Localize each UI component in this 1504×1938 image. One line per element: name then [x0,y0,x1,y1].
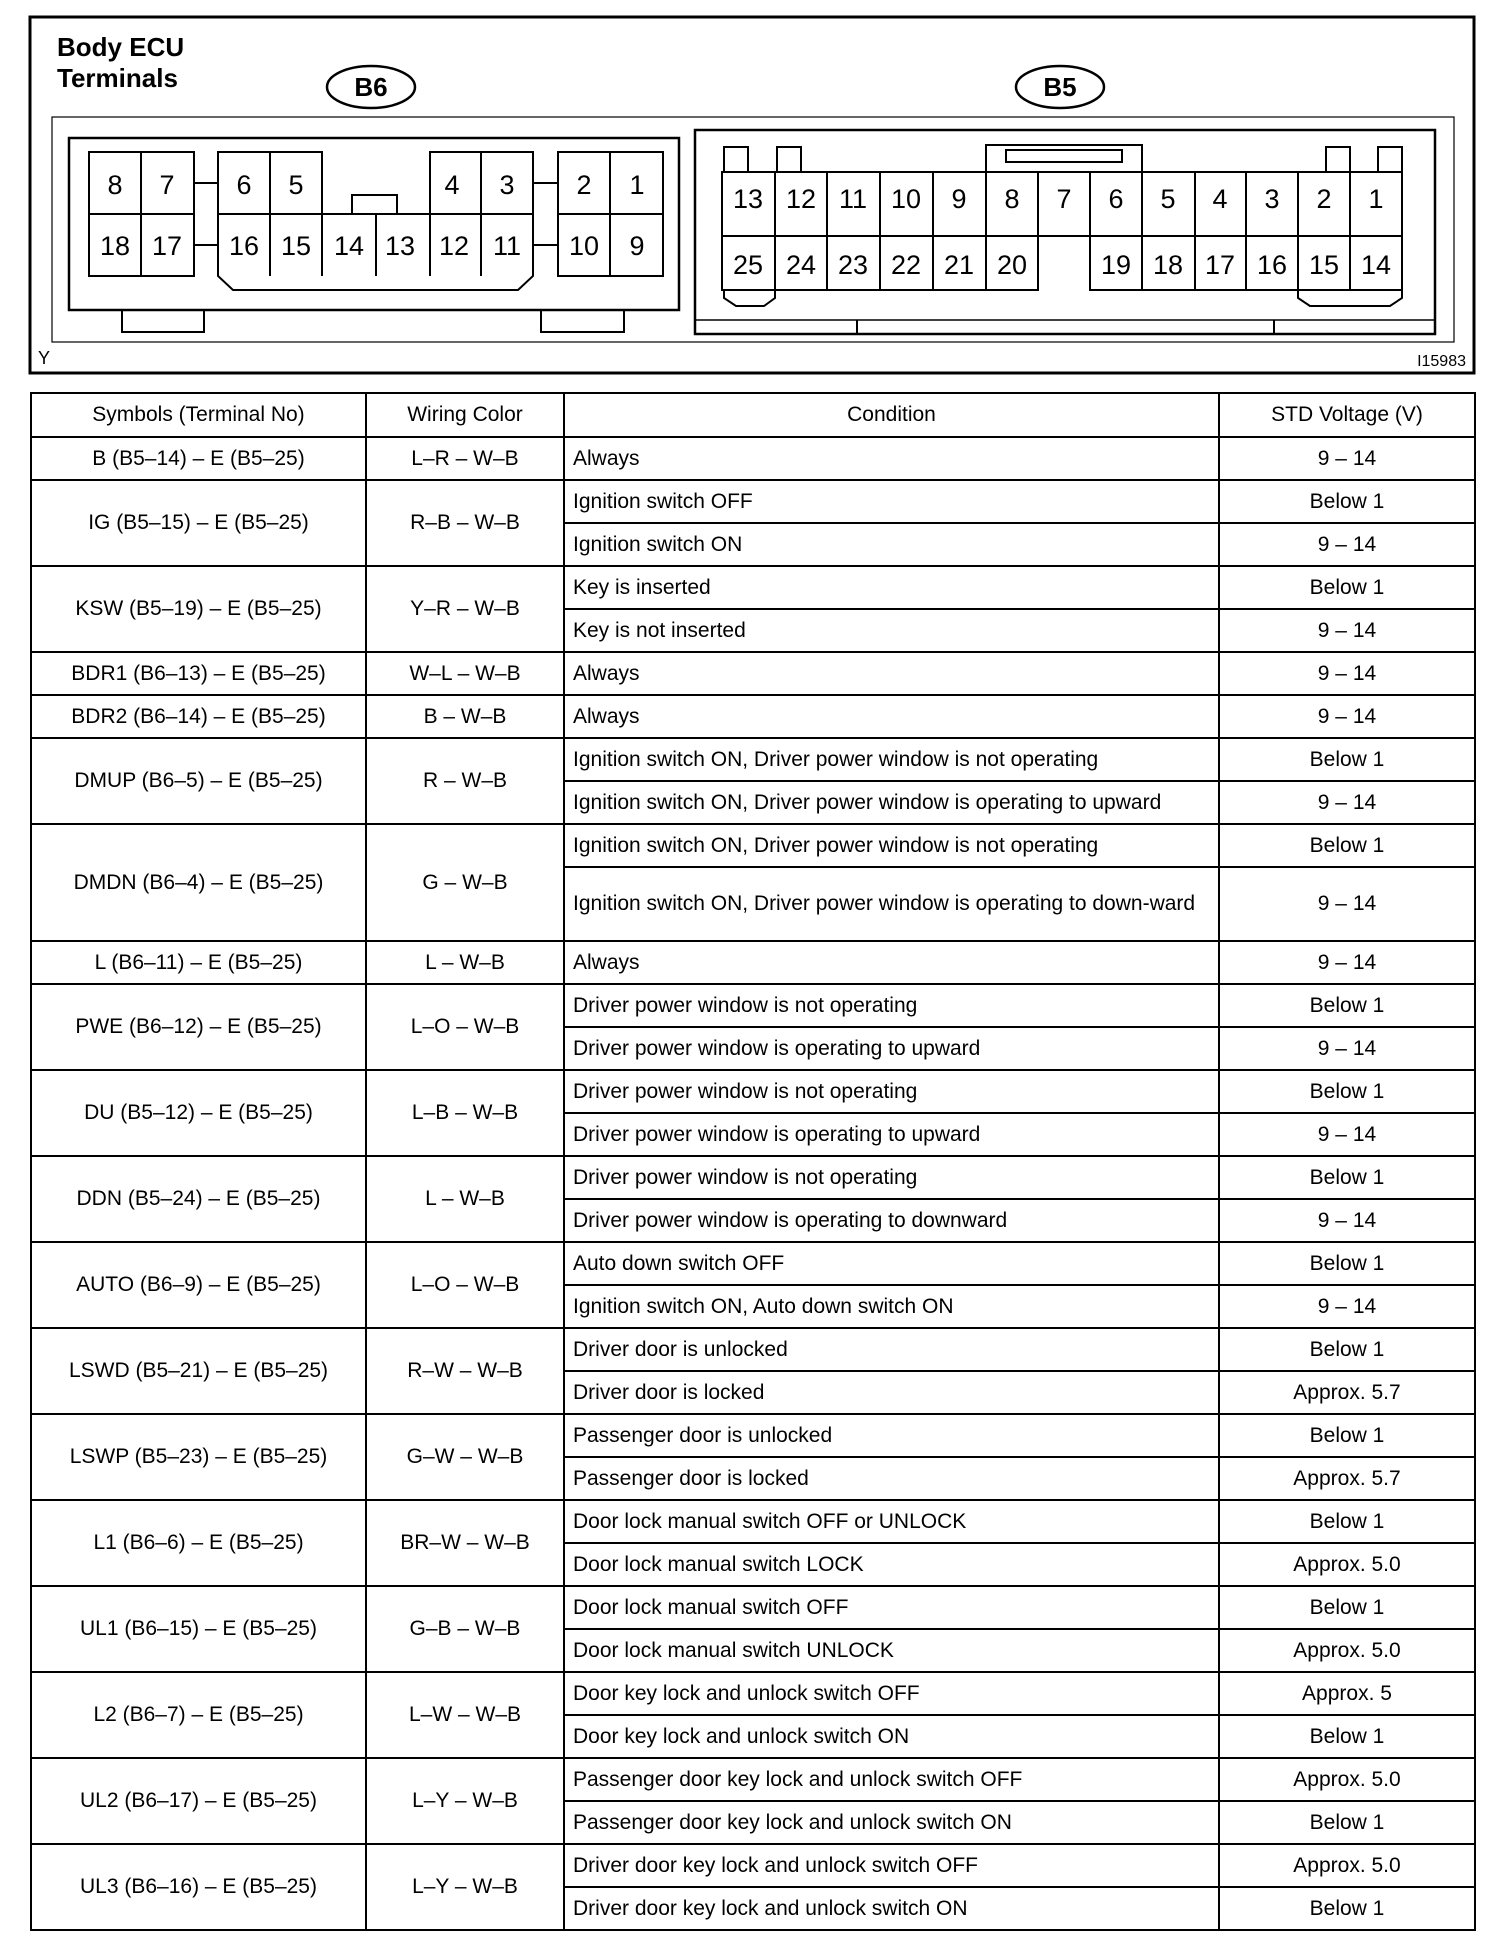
b6-pin-top: 3 [499,170,515,200]
condition-cell: Door key lock and unlock switch OFF [564,1672,1219,1715]
b5-connector [695,130,1435,334]
symbol-cell: UL2 (B6–17) – E (B5–25) [31,1758,366,1844]
wiring-color-cell: R–B – W–B [366,480,564,566]
b5-pin-bottom: 15 [1308,250,1340,280]
title-line2: Terminals [57,63,178,93]
wiring-color-cell: L–O – W–B [366,1242,564,1328]
condition-cell: Always [564,437,1219,480]
symbol-cell: UL1 (B6–15) – E (B5–25) [31,1586,366,1672]
b5-pin-top: 12 [785,184,817,214]
b5-pin-bottom: 14 [1360,250,1392,280]
inner-frame [52,117,1454,342]
wiring-color-cell: L – W–B [366,1156,564,1242]
std-voltage-cell: Approx. 5 [1219,1672,1475,1715]
b5-pin-top: 1 [1368,184,1384,214]
std-voltage-cell: 9 – 14 [1219,1199,1475,1242]
wiring-color-cell: R–W – W–B [366,1328,564,1414]
b6-pin-top: 6 [236,170,252,200]
condition-cell: Passenger door is locked [564,1457,1219,1500]
std-voltage-cell: 9 – 14 [1219,941,1475,984]
wiring-color-cell: G–B – W–B [366,1586,564,1672]
wiring-color-cell: W–L – W–B [366,652,564,695]
table-row [31,480,1475,523]
condition-cell: Always [564,941,1219,984]
std-voltage-cell: Below 1 [1219,824,1475,867]
wiring-color-cell: L–O – W–B [366,984,564,1070]
b5-pin-bottom: 22 [890,250,922,280]
wiring-color-cell: Y–R – W–B [366,566,564,652]
header-std-voltage: STD Voltage (V) [1219,393,1475,437]
std-voltage-cell: Approx. 5.0 [1219,1844,1475,1887]
b6-pin-bottom: 11 [492,231,522,261]
condition-cell: Always [564,695,1219,738]
b5-pin-top: 8 [1004,184,1020,214]
b5-pin-bottom: 16 [1256,250,1288,280]
b5-pin-bottom: 25 [732,250,764,280]
std-voltage-cell: Below 1 [1219,1586,1475,1629]
b5-pin-top: 9 [951,184,967,214]
table-row [31,652,1475,695]
table-row [31,738,1475,781]
std-voltage-cell: 9 – 14 [1219,652,1475,695]
condition-cell: Driver power window is operating to upward [564,1113,1219,1156]
condition-cell: Ignition switch ON [564,523,1219,566]
b5-pin-bottom: 19 [1100,250,1132,280]
condition-cell: Driver power window is operating to downward [564,1199,1219,1242]
wiring-color-cell: L–B – W–B [366,1070,564,1156]
b5-pin-top: 3 [1264,184,1280,214]
std-voltage-cell: 9 – 14 [1219,1027,1475,1070]
condition-cell: Key is inserted [564,566,1219,609]
wiring-color-cell: L–Y – W–B [366,1758,564,1844]
wiring-color-cell: B – W–B [366,695,564,738]
table-row [31,1156,1475,1199]
b5-label: B5 [1043,72,1077,102]
condition-cell: Driver power window is not operating [564,1070,1219,1113]
wiring-color-cell: R – W–B [366,738,564,824]
b5-pin-top: 6 [1108,184,1124,214]
condition-cell: Auto down switch OFF [564,1242,1219,1285]
condition-cell: Driver power window is not operating [564,1156,1219,1199]
title-line1: Body ECU [57,32,185,62]
b6-pin-top: 8 [107,170,123,200]
symbol-cell: PWE (B6–12) – E (B5–25) [31,984,366,1070]
wiring-color-cell: G–W – W–B [366,1414,564,1500]
table-row [31,1586,1475,1629]
symbol-cell: B (B5–14) – E (B5–25) [31,437,366,480]
b5-pin-bottom: 20 [996,250,1028,280]
std-voltage-cell: 9 – 14 [1219,1113,1475,1156]
std-voltage-cell: Below 1 [1219,1328,1475,1371]
std-voltage-cell: 9 – 14 [1219,523,1475,566]
b5-pin-top: 5 [1160,184,1176,214]
b5-pin-bottom: 24 [785,250,817,280]
std-voltage-cell: Approx. 5.7 [1219,1457,1475,1500]
std-voltage-cell: Below 1 [1219,1414,1475,1457]
symbol-cell: L1 (B6–6) – E (B5–25) [31,1500,366,1586]
figure-id: I15983 [1417,353,1466,370]
b5-bottom-row [733,250,1391,280]
b5-pin-top: 10 [890,184,922,214]
b6-pin-top: 4 [444,170,460,200]
wiring-color-cell: L–Y – W–B [366,1844,564,1930]
condition-cell: Passenger door key lock and unlock switch ON [564,1801,1219,1844]
header-wiring-color: Wiring Color [366,393,564,437]
table-row [31,566,1475,609]
symbol-cell: LSWD (B5–21) – E (B5–25) [31,1328,366,1414]
b6-pin-bottom: 16 [228,231,260,261]
std-voltage-cell: Below 1 [1219,1715,1475,1758]
symbol-cell: KSW (B5–19) – E (B5–25) [31,566,366,652]
std-voltage-cell: 9 – 14 [1219,867,1475,941]
condition-cell: Driver door key lock and unlock switch ON [564,1887,1219,1930]
table-row [31,1414,1475,1457]
symbol-cell: DDN (B5–24) – E (B5–25) [31,1156,366,1242]
b5-pin-bottom: 23 [837,250,869,280]
wiring-color-cell: L–R – W–B [366,437,564,480]
condition-cell: Ignition switch ON, Driver power window is not operating [564,738,1219,781]
symbol-cell: L2 (B6–7) – E (B5–25) [31,1672,366,1758]
condition-cell: Driver power window is not operating [564,984,1219,1027]
b5-top-row [733,184,1384,214]
std-voltage-cell: Below 1 [1219,1070,1475,1113]
condition-cell: Driver power window is operating to upward [564,1027,1219,1070]
symbol-cell: DMUP (B6–5) – E (B5–25) [31,738,366,824]
b6-bottom-row [100,231,645,261]
std-voltage-cell: Approx. 5.0 [1219,1629,1475,1672]
connector-diagram [0,0,1504,380]
b5-pin-top: 4 [1212,184,1228,214]
b6-pin-top: 2 [576,170,592,200]
symbol-cell: LSWP (B5–23) – E (B5–25) [31,1414,366,1500]
condition-cell: Door key lock and unlock switch ON [564,1715,1219,1758]
condition-cell: Passenger door key lock and unlock switch OFF [564,1758,1219,1801]
connector-drawing [0,0,1504,380]
condition-cell: Driver door key lock and unlock switch OFF [564,1844,1219,1887]
symbol-cell: DMDN (B6–4) – E (B5–25) [31,824,366,941]
condition-cell: Door lock manual switch LOCK [564,1543,1219,1586]
std-voltage-cell: 9 – 14 [1219,781,1475,824]
b5-pin-top: 7 [1056,184,1072,214]
condition-cell: Ignition switch ON, Driver power window is operating to down-ward [564,867,1219,941]
b6-pin-bottom: 17 [151,231,183,261]
condition-cell: Passenger door is unlocked [564,1414,1219,1457]
condition-cell: Ignition switch ON, Driver power window is operating to upward [564,781,1219,824]
condition-cell: Key is not inserted [564,609,1219,652]
std-voltage-cell: 9 – 14 [1219,1285,1475,1328]
table-header-row [31,393,1475,437]
b6-pin-top: 1 [629,170,645,200]
corner-mark: Y [38,348,51,368]
std-voltage-cell: Below 1 [1219,480,1475,523]
symbol-cell: L (B6–11) – E (B5–25) [31,941,366,984]
condition-cell: Driver door is locked [564,1371,1219,1414]
symbol-cell: AUTO (B6–9) – E (B5–25) [31,1242,366,1328]
symbol-cell: IG (B5–15) – E (B5–25) [31,480,366,566]
condition-cell: Ignition switch ON, Driver power window is not operating [564,824,1219,867]
wiring-color-cell: G – W–B [366,824,564,941]
condition-cell: Always [564,652,1219,695]
std-voltage-cell: Approx. 5.0 [1219,1758,1475,1801]
table-row [31,984,1475,1027]
symbol-cell: UL3 (B6–16) – E (B5–25) [31,1844,366,1930]
wiring-color-cell: L – W–B [366,941,564,984]
condition-cell: Door lock manual switch OFF [564,1586,1219,1629]
table-row [31,437,1475,480]
std-voltage-cell: 9 – 14 [1219,437,1475,480]
terminal-voltage-table [30,392,1476,1931]
table-row [31,824,1475,867]
b6-pin-bottom: 9 [629,231,645,261]
b6-pin-bottom: 14 [333,231,365,261]
std-voltage-cell: Below 1 [1219,984,1475,1027]
condition-cell: Ignition switch OFF [564,480,1219,523]
table-row [31,1672,1475,1715]
table-row [31,1500,1475,1543]
b5-pin-top: 13 [732,184,764,214]
std-voltage-cell: Approx. 5.7 [1219,1371,1475,1414]
std-voltage-cell: Below 1 [1219,1500,1475,1543]
symbol-cell: BDR1 (B6–13) – E (B5–25) [31,652,366,695]
b6-label: B6 [354,72,388,102]
b5-pin-bottom: 18 [1152,250,1184,280]
std-voltage-cell: Below 1 [1219,1156,1475,1199]
std-voltage-cell: 9 – 14 [1219,695,1475,738]
table-row [31,695,1475,738]
b5-pin-bottom: 17 [1204,250,1236,280]
table-body [31,437,1475,1930]
table-row [31,1844,1475,1887]
std-voltage-cell: Approx. 5.0 [1219,1543,1475,1586]
condition-cell: Door lock manual switch OFF or UNLOCK [564,1500,1219,1543]
condition-cell: Door lock manual switch UNLOCK [564,1629,1219,1672]
b6-pin-bottom: 10 [568,231,600,261]
b6-pin-bottom: 13 [384,231,416,261]
table-row [31,1758,1475,1801]
table-row [31,941,1475,984]
b6-pin-bottom: 15 [280,231,312,261]
symbol-cell: BDR2 (B6–14) – E (B5–25) [31,695,366,738]
std-voltage-cell: Below 1 [1219,738,1475,781]
wiring-color-cell: BR–W – W–B [366,1500,564,1586]
condition-cell: Ignition switch ON, Auto down switch ON [564,1285,1219,1328]
b5-pin-bottom: 21 [943,250,975,280]
table-row [31,1070,1475,1113]
wiring-color-cell: L–W – W–B [366,1672,564,1758]
b6-pin-top: 5 [288,170,304,200]
b5-pin-top: 11 [838,184,868,214]
std-voltage-cell: Below 1 [1219,566,1475,609]
header-condition: Condition [564,393,1219,437]
b6-pin-top: 7 [159,170,175,200]
b6-pin-bottom: 18 [99,231,131,261]
table-row [31,1328,1475,1371]
symbol-cell: DU (B5–12) – E (B5–25) [31,1070,366,1156]
std-voltage-cell: Below 1 [1219,1242,1475,1285]
b5-pin-top: 2 [1316,184,1332,214]
std-voltage-cell: 9 – 14 [1219,609,1475,652]
table-row [31,1242,1475,1285]
condition-cell: Driver door is unlocked [564,1328,1219,1371]
std-voltage-cell: Below 1 [1219,1801,1475,1844]
std-voltage-cell: Below 1 [1219,1887,1475,1930]
header-symbols: Symbols (Terminal No) [31,393,366,437]
b6-pin-bottom: 12 [438,231,470,261]
